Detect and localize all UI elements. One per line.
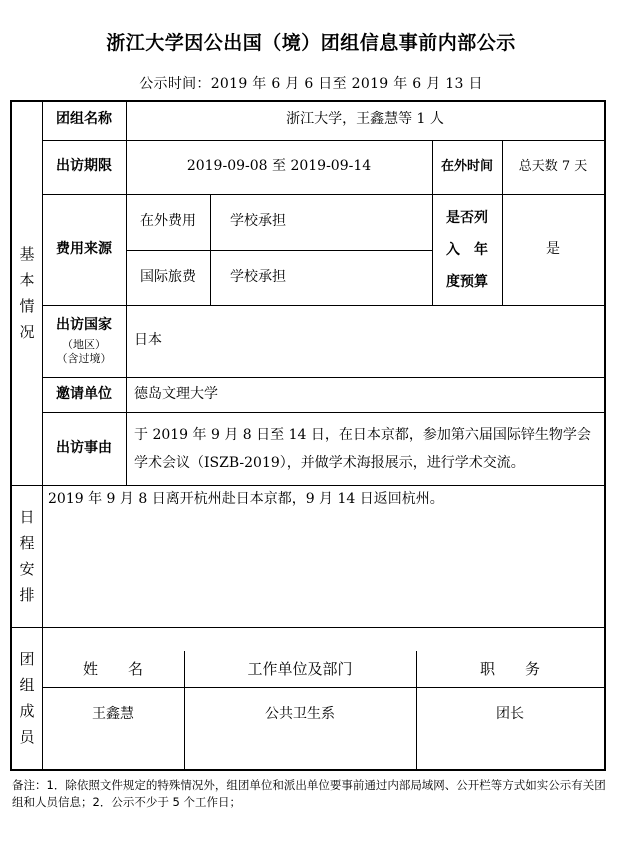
schedule-text: 2019 年 9 月 8 日离开杭州赴日本京都，9 月 14 日返回杭州。 bbox=[48, 491, 444, 507]
footnote: 备注：1．除依照文件规定的特殊情况外，组团单位和派出单位要事前通过内部局域网、公开栏等方式如实公示有关团组和人员信息；2．公示不少于 5 个工作日； bbox=[12, 778, 606, 810]
abroad-time-label: 在外时间 bbox=[440, 158, 493, 174]
section-basic-label: 基 本 情 况 bbox=[19, 244, 35, 341]
member-header-unit: 工作单位及部门 bbox=[247, 659, 353, 678]
member-header-position: 职 务 bbox=[479, 659, 540, 678]
budget-label: 是否列 入 年 度预算 bbox=[446, 209, 488, 290]
page-title: 浙江大学因公出国（境）团组信息事前内部公示 bbox=[106, 32, 516, 54]
member-name: 王鑫慧 bbox=[92, 706, 134, 723]
member-position: 团长 bbox=[496, 706, 524, 723]
purpose-value: 于 2019 年 9 月 8 日至 14 日，在日本京都，参加第六届国际锌生物学会学术会议（ISZB-2019），并做学术海报展示，进行学术交流。 bbox=[134, 426, 591, 471]
member-unit: 公共卫生系 bbox=[265, 706, 335, 723]
country-value: 日本 bbox=[134, 332, 162, 349]
travel-cost-label: 国际旅费 bbox=[140, 268, 196, 285]
abroad-time-value: 总天数 7 天 bbox=[518, 158, 588, 174]
group-name-value: 浙江大学，王鑫慧等 1 人 bbox=[286, 111, 444, 128]
purpose-label: 出访事由 bbox=[56, 439, 112, 456]
abroad-cost-value: 学校承担 bbox=[230, 213, 286, 230]
group-name-label: 团组名称 bbox=[56, 111, 112, 128]
period-value: 2019-09-08 至 2019-09-14 bbox=[186, 158, 372, 175]
publication-period: 公示时间：2019 年 6 月 6 日至 2019 年 6 月 13 日 bbox=[139, 76, 483, 92]
section-schedule-label: 日 程 安 排 bbox=[19, 508, 35, 604]
member-header-name: 姓 名 bbox=[82, 659, 143, 678]
funding-label: 费用来源 bbox=[56, 240, 112, 257]
abroad-cost-label: 在外费用 bbox=[140, 213, 196, 230]
inviter-value: 德岛文理大学 bbox=[134, 385, 218, 402]
country-label: 出访国家 （地区） （含过境） bbox=[56, 316, 112, 365]
travel-cost-value: 学校承担 bbox=[230, 268, 286, 285]
inviter-label: 邀请单位 bbox=[56, 385, 112, 402]
section-members-label: 团 组 成 员 bbox=[19, 650, 35, 746]
period-label: 出访期限 bbox=[56, 158, 112, 175]
budget-value: 是 bbox=[546, 240, 560, 257]
